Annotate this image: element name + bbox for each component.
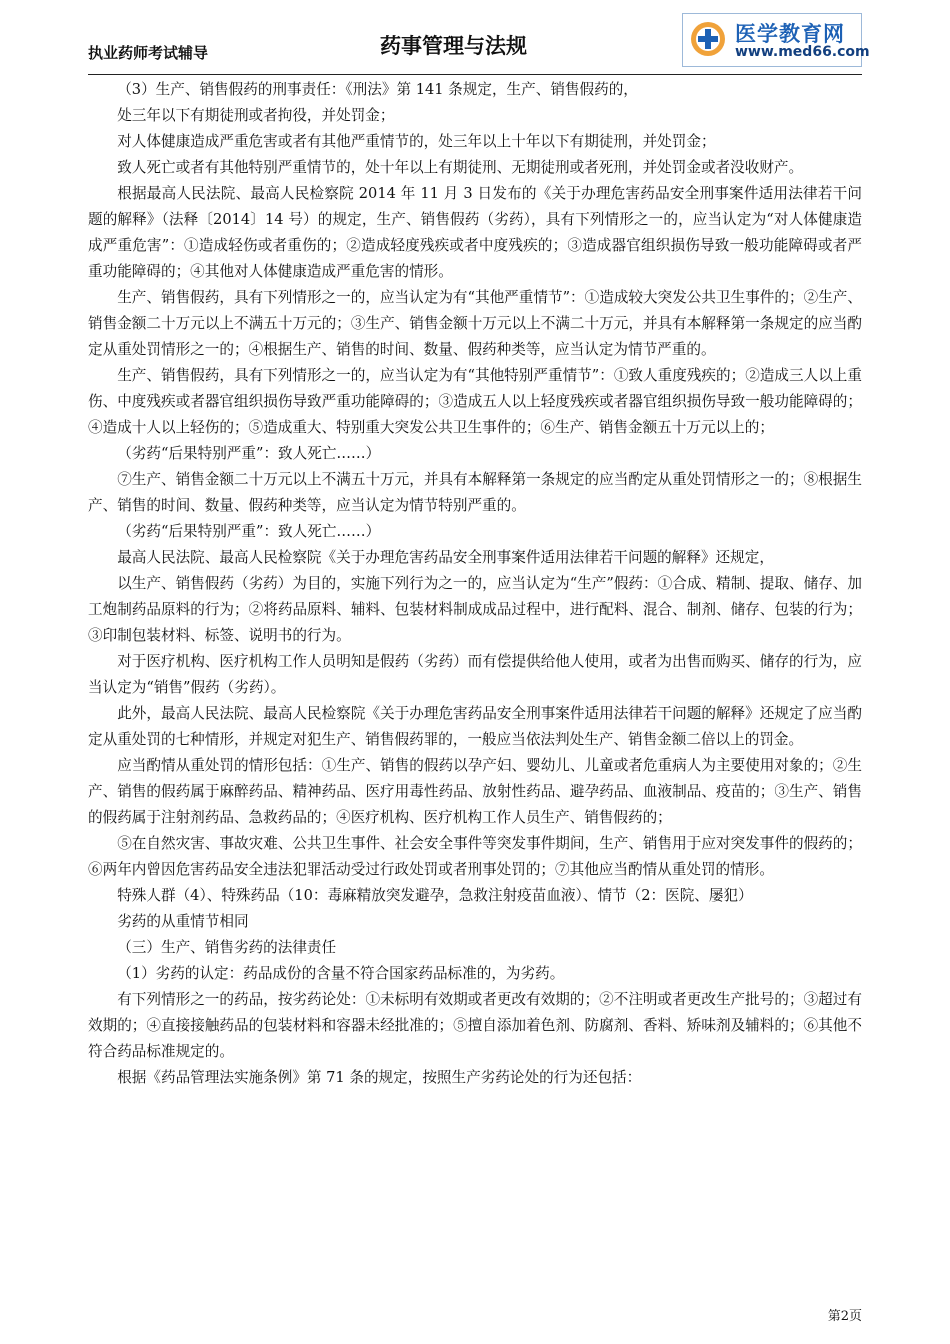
page-number: 第2页 bbox=[827, 1309, 862, 1324]
paragraph: 以生产、销售假药（劣药）为目的，实施下列行为之一的，应当认定为“生产”假药：①合成、精制、提取、储存、加工炮制药品原料的行为；②将药品原料、辅料、包装材料制成成品过程中，进行配料、混合、制剂、储存、包装的行为；③印制包装材料、标签、说明书的行为。 bbox=[88, 575, 862, 644]
paragraph: 根据《药品管理法实施条例》第 71 条的规定，按照生产劣药论处的行为还包括： bbox=[117, 1069, 642, 1086]
logo-url: www.med66.com bbox=[735, 44, 870, 60]
paragraph: （1）劣药的认定：药品成份的含量不符合国家药品标准的，为劣药。 bbox=[117, 965, 565, 982]
med66-logo[interactable] bbox=[682, 13, 870, 67]
paragraph: 生产、销售假药，具有下列情形之一的，应当认定为有“其他特别严重情节”：①致人重度残疾的；②造成三人以上重伤、中度残疾或者器官组织损伤导致严重功能障碍的；③造成五人以上轻度残疾或者器官组织损伤导致一般功能障碍的；④造成十人以上轻伤的；⑤造成重大、特别重大突发公共卫生事件的；⑥生产、销售金额五十万元以上的； bbox=[88, 367, 862, 436]
paragraph: 有下列情形之一的药品，按劣药论处：①未标明有效期或者更改有效期的；②不注明或者更改生产批号的；③超过有效期的；④直接接触药品的包装材料和容器未经批准的；⑤擅自添加着色剂、防腐剂、香料、矫味剂及辅料的；⑥其他不符合药品标准规定的。 bbox=[88, 991, 862, 1060]
paragraph: ⑤在自然灾害、事故灾难、公共卫生事件、社会安全事件等突发事件期间，生产、销售用于应对突发事件的假药的；⑥两年内曾因危害药品安全违法犯罪活动受过行政处罚或者刑事处罚的；⑦其他应当酌情从重处罚的情形。 bbox=[88, 835, 862, 878]
page-header bbox=[0, 0, 950, 74]
paragraph: 处三年以下有期徒刑或者拘役，并处罚金； bbox=[117, 107, 395, 124]
paragraph: 致人死亡或者有其他特别严重情节的，处十年以上有期徒刑、无期徒刑或者死刑，并处罚金或者没收财产。 bbox=[117, 159, 804, 176]
paragraph: 劣药的从重情节相同 bbox=[117, 913, 249, 930]
paragraph: 特殊人群（4）、特殊药品（10：毒麻精放突发避孕，急救注射疫苗血液）、情节（2：医院、屡犯） bbox=[117, 887, 753, 904]
document-body bbox=[88, 77, 862, 1091]
paragraph: 根据最高人民法院、最高人民检察院 2014 年 11 月 3 日发布的《关于办理危害药品安全刑事案件适用法律若干问题的解释》（法释〔2014〕14 号）的规定，生产、销售假药（劣药），具有下列情形之一的，应当认定为“对人体健康造成严重危害”：①造成轻伤或者重伤的；②造成轻度残疾或者中度残疾的；③造成器官组织损伤导致一般功能障碍或者严重功能障碍的；④其他对人体健康造成严重危害的情形。 bbox=[88, 185, 862, 280]
paragraph: 此外，最高人民法院、最高人民检察院《关于办理危害药品安全刑事案件适用法律若干问题的解释》还规定了应当酌定从重处罚的七种情形，并规定对犯生产、销售假药罪的，一般应当依法判处生产、销售金额二倍以上的罚金。 bbox=[88, 705, 862, 748]
paragraph: （劣药“后果特别严重”：致人死亡……） bbox=[117, 523, 381, 540]
paragraph: （3）生产、销售假药的刑事责任：《刑法》第 141 条规定，生产、销售假药的， bbox=[117, 81, 638, 98]
paragraph: （劣药“后果特别严重”：致人死亡……） bbox=[117, 445, 381, 462]
paragraph: 最高人民法院、最高人民检察院《关于办理危害药品安全刑事案件适用法律若干问题的解释》还规定， bbox=[117, 549, 774, 566]
header-rule bbox=[88, 74, 862, 75]
paragraph: （三）生产、销售劣药的法律责任 bbox=[117, 939, 337, 956]
logo-name: 医学教育网 bbox=[735, 22, 845, 46]
subject-title: 药事管理与法规 bbox=[380, 34, 527, 58]
paragraph: 对人体健康造成严重危害或者有其他严重情节的，处三年以上十年以下有期徒刑，并处罚金； bbox=[117, 133, 716, 150]
paragraph: 生产、销售假药，具有下列情形之一的，应当认定为有“其他严重情节”：①造成较大突发公共卫生事件的；②生产、销售金额二十万元以上不满五十万元的；③生产、销售金额十万元以上不满二十万元，并具有本解释第一条规定的应当酌定从重处罚情形之一的；④根据生产、销售的时间、数量、假药种类等，应当认定为情节严重的。 bbox=[88, 289, 862, 358]
paragraph: 对于医疗机构、医疗机构工作人员明知是假药（劣药）而有偿提供给他人使用，或者为出售而购买、储存的行为，应当认定为“销售”假药（劣药）。 bbox=[88, 653, 862, 696]
paragraph: 应当酌情从重处罚的情形包括：①生产、销售的假药以孕产妇、婴幼儿、儿童或者危重病人为主要使用对象的；②生产、销售的假药属于麻醉药品、精神药品、医疗用毒性药品、放射性药品、避孕药品、血液制品、疫苗的；③生产、销售的假药属于注射剂药品、急救药品的；④医疗机构、医疗机构工作人员生产、销售假药的； bbox=[88, 757, 862, 826]
paragraph: ⑦生产、销售金额二十万元以上不满五十万元，并具有本解释第一条规定的应当酌定从重处罚情形之一的；⑧根据生产、销售的时间、数量、假药种类等，应当认定为情节特别严重的。 bbox=[88, 471, 862, 514]
series-title: 执业药师考试辅导 bbox=[88, 44, 209, 62]
medical-cross-icon bbox=[689, 20, 727, 58]
